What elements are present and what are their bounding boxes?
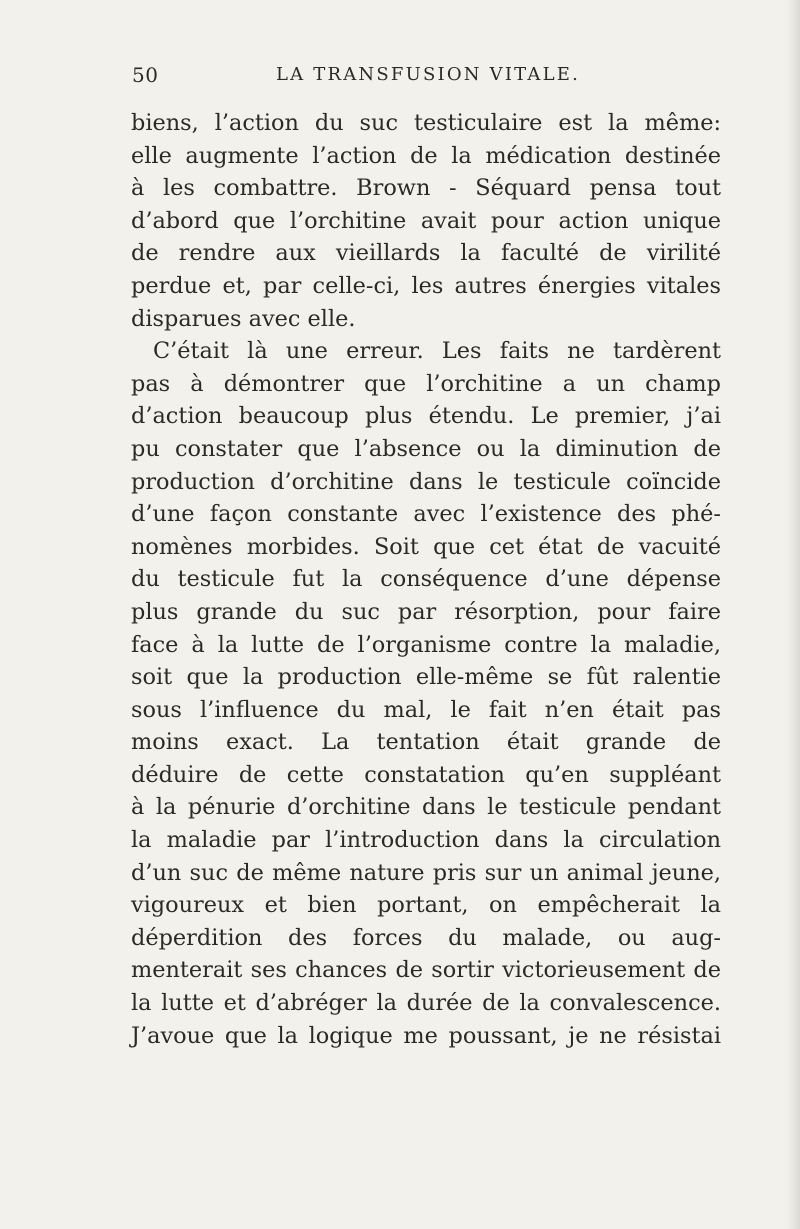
text-line: soit que la production elle-même se fût ralentie [131, 664, 721, 691]
text-line: du testicule fut la conséquence d’une dépense [131, 566, 721, 593]
text-line: d’une façon constante avec l’existence des phé- [131, 501, 721, 528]
text-line: pas à démontrer que l’orchitine a un champ [131, 370, 721, 397]
text-line: C’était là une erreur. Les faits ne tardèrent [153, 338, 721, 365]
body-text [131, 107, 721, 1052]
page-edge-shadow [786, 0, 800, 1229]
text-line: face à la lutte de l’organisme contre la maladie, [131, 631, 721, 658]
text-line: sous l’influence du mal, le fait n’en était pas [131, 696, 721, 723]
text-line: production d’orchitine dans le testicule coïncide [131, 468, 721, 495]
running-title: LA TRANSFUSION VITALE. [276, 64, 580, 85]
text-line: menterait ses chances de sortir victorieusement de [131, 957, 721, 984]
text-line: de rendre aux vieillards la faculté de virilité [131, 240, 721, 267]
text-line: biens, l’action du suc testiculaire est la même: [131, 110, 721, 136]
text-line: moins exact. La tentation était grande de [131, 729, 721, 756]
text-line: vigoureux et bien portant, on empêcherait la [131, 892, 721, 919]
text-line: d’action beaucoup plus étendu. Le premier, j’ai [131, 403, 721, 430]
text-line: perdue et, par celle-ci, les autres énergies vitales [131, 272, 721, 299]
text-line: à les combattre. Brown - Séquard pensa tout [131, 175, 721, 202]
page-number: 50 [132, 63, 159, 87]
text-line: déperdition des forces du malade, ou aug- [131, 924, 721, 951]
text-line: la lutte et d’abréger la durée de la convalescence. [131, 990, 721, 1017]
text-line: pu constater que l’absence ou la diminution de [131, 435, 721, 462]
text-line: disparues avec elle. [131, 305, 356, 332]
text-line: la maladie par l’introduction dans la circulation [131, 827, 721, 854]
text-line: plus grande du suc par résorption, pour faire [131, 598, 721, 625]
text-line: J’avoue que la logique me poussant, je ne résistai [131, 1022, 721, 1049]
text-line: elle augmente l’action de la médication destinée [131, 142, 721, 169]
text-line: d’abord que l’orchitine avait pour action unique [131, 207, 721, 234]
text-line: déduire de cette constatation qu’en suppléant [131, 761, 721, 788]
text-line: d’un suc de même nature pris sur un animal jeune, [131, 859, 721, 886]
text-line: à la pénurie d’orchitine dans le testicule pendant [131, 794, 721, 821]
page-header [132, 63, 772, 93]
text-line: nomènes morbides. Soit que cet état de vacuité [131, 533, 721, 560]
